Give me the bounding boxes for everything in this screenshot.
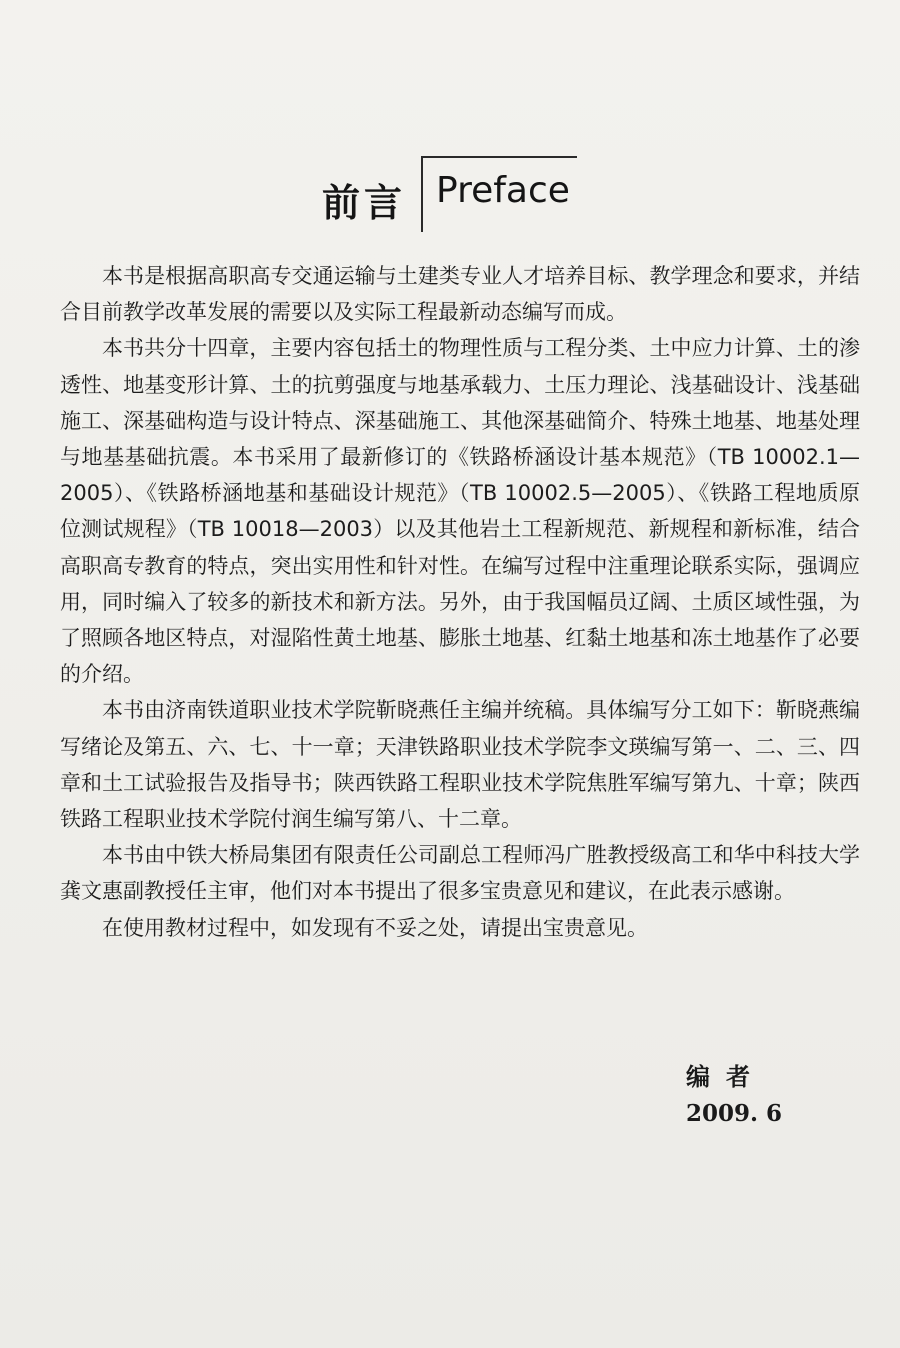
paragraph: 本书由济南铁道职业技术学院靳晓燕任主编并统稿。具体编写分工如下：靳晓燕编写绪论及第五、六、七、十一章；天津铁路职业技术学院李文瑛编写第一、二、三、四章和土工试验报告及指导书；陕西铁路工程职业技术学院焦胜军编写第九、十章；陕西铁路工程职业技术学院付润生编写第八、十二章。	[60, 698, 860, 832]
paragraph: 本书是根据高职高专交通运输与土建类专业人才培养目标、教学理念和要求，并结合目前教学改革发展的需要以及实际工程最新动态编写而成。	[60, 264, 860, 325]
title-english: Preface	[436, 170, 570, 211]
title-chinese: 前言	[322, 181, 407, 225]
title-divider-horizontal	[421, 156, 577, 158]
paragraph: 本书共分十四章，主要内容包括土的物理性质与工程分类、土中应力计算、土的渗透性、地基变形计算、土的抗剪强度与地基承载力、土压力理论、浅基础设计、浅基础施工、深基础构造与设计特点、深基础施工、其他深基础简介、特殊土地基、地基处理与地基基础抗震。本书采用了最新修订的《铁路桥涵设计基本规范》（TB 10002.1—2005）、《铁路桥涵地基和基础设计规范》（TB 10002.5—2005）、《铁路工程地质原位测试规程》（TB 10018—2003）以及其他岩土工程新规范、新规程和新标准，结合高职高专教育的特点，突出实用性和针对性。在编写过程中注重理论联系实际，强调应用，同时编入了较多的新技术和新方法。另外，由于我国幅员辽阔、土质区域性强，为了照顾各地区特点，对湿陷性黄土地基、膨胀土地基、红黏土地基和冻土地基作了必要的介绍。	[60, 336, 860, 687]
signature-date: 2009. 6	[686, 1100, 783, 1127]
author-signature: 编者	[686, 1063, 766, 1091]
preface-body	[60, 258, 860, 946]
page-header	[0, 150, 900, 235]
paragraph: 本书由中铁大桥局集团有限责任公司副总工程师冯广胜教授级高工和华中科技大学龚文惠副教授任主审，他们对本书提出了很多宝贵意见和建议，在此表示感谢。	[60, 843, 860, 904]
paragraph: 在使用教材过程中，如发现有不妥之处，请提出宝贵意见。	[102, 915, 648, 940]
title-divider-vertical	[421, 156, 423, 232]
